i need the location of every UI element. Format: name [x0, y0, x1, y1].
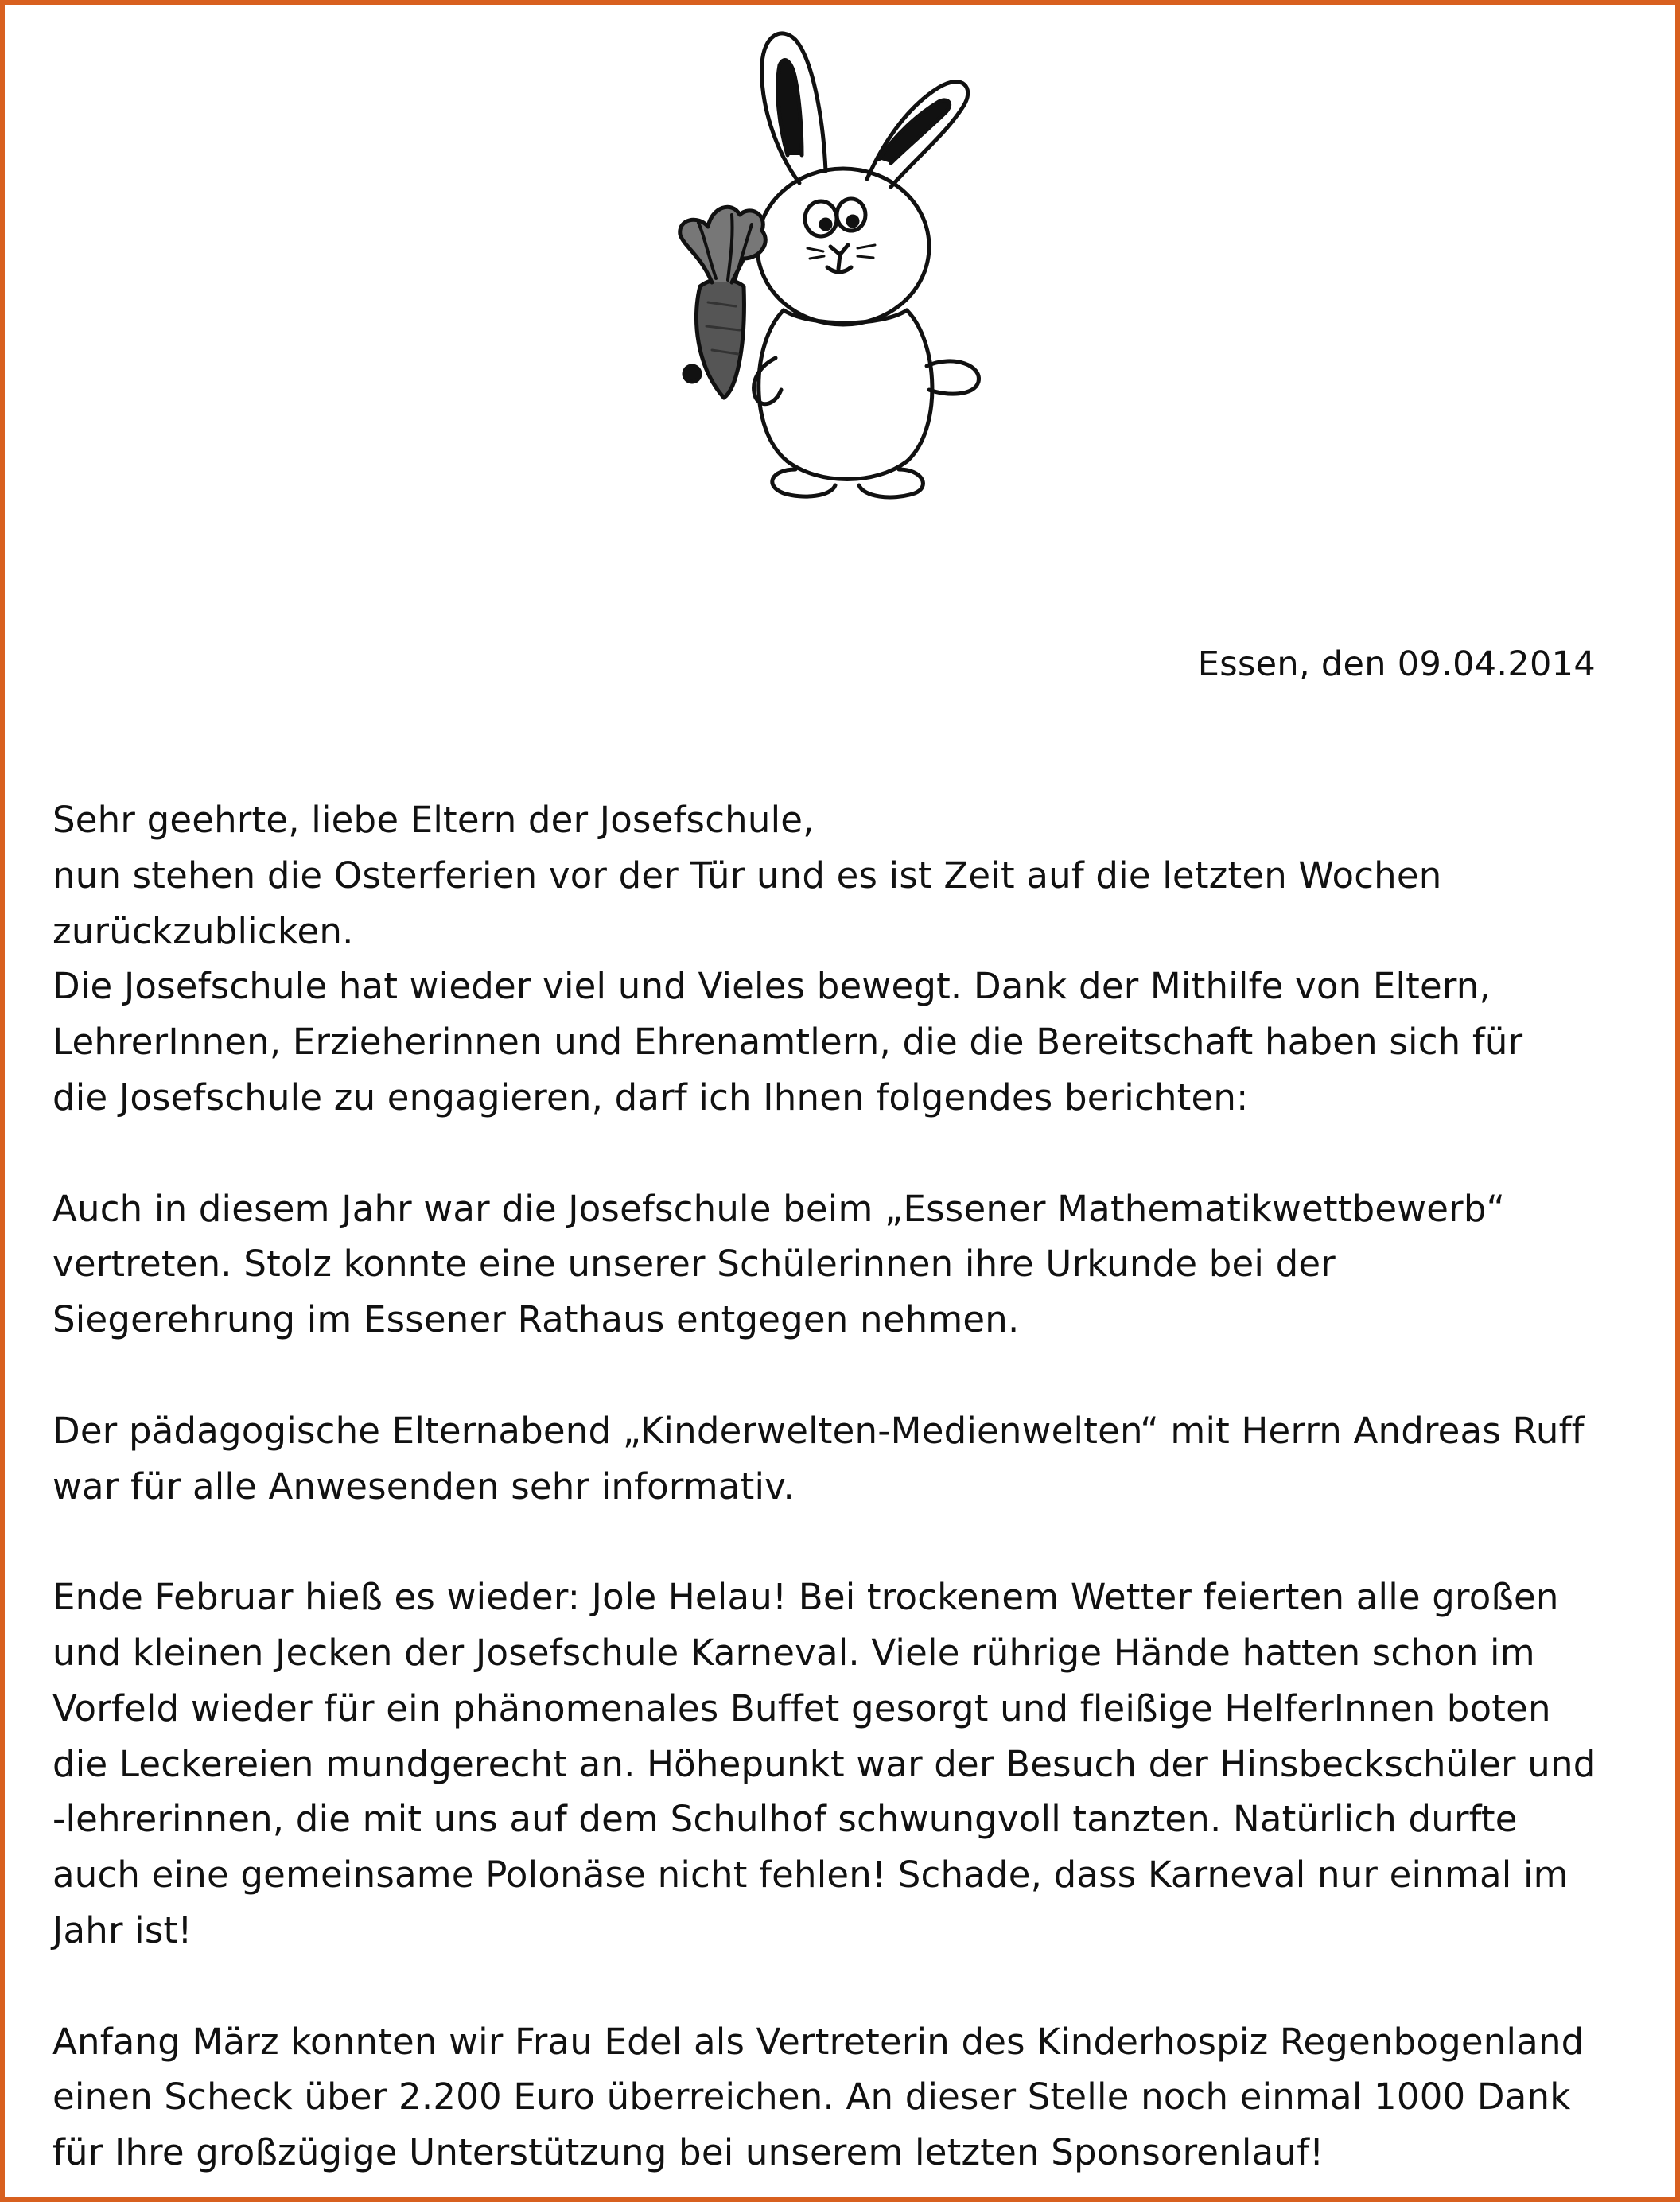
- math-line: Siegerehrung im Essener Rathaus entgegen nehmen.: [52, 1298, 1020, 1341]
- intro-line: die Josefschule zu engagieren, darf ich Ihnen folgendes berichten:: [52, 1076, 1249, 1119]
- paragraph-gap: [52, 1126, 1643, 1181]
- paragraph-gap: [52, 1514, 1643, 1570]
- carnival-line: -lehrerinnen, die mit uns auf dem Schulhof schwungvoll tanzten. Natürlich durfte: [52, 1798, 1518, 1841]
- hospice-line: für Ihre großzügige Unterstützung bei unserem letzten Sponsorenlauf!: [52, 2131, 1324, 2174]
- paragraph-gap: [52, 1348, 1643, 1403]
- easter-bunny-icon: [605, 16, 1018, 517]
- carnival-line: Ende Februar hieß es wieder: Jole Helau! Bei trockenem Wetter feierten alle großen: [52, 1576, 1559, 1619]
- math-competition-paragraph: [52, 1181, 1643, 1348]
- hospice-paragraph: [52, 2014, 1643, 2181]
- evening-line: war für alle Anwesenden sehr informativ.: [52, 1465, 795, 1508]
- carnival-paragraph: [52, 1570, 1643, 1959]
- math-line: Auch in diesem Jahr war die Josefschule beim „Essener Mathematikwettbewerb“: [52, 1187, 1506, 1230]
- hospice-line: einen Scheck über 2.200 Euro überreichen. An dieser Stelle noch einmal 1000 Dank: [52, 2076, 1571, 2118]
- hospice-line: Anfang März konnten wir Frau Edel als Vertreterin des Kinderhospiz Regenbogenland: [52, 2020, 1585, 2063]
- greeting-line: Sehr geehrte, liebe Eltern der Josefschule,: [52, 799, 815, 841]
- intro-line: LehrerInnen, Erzieherinnen und Ehrenamtlern, die die Bereitschaft haben sich für: [52, 1021, 1523, 1064]
- carnival-line: auch eine gemeinsame Polonäse nicht fehlen! Schade, dass Karneval nur einmal im: [52, 1854, 1569, 1897]
- carnival-line: Vorfeld wieder für ein phänomenales Buffet gesorgt und fleißige HelferInnen boten: [52, 1687, 1551, 1729]
- carnival-line: die Leckereien mundgerecht an. Höhepunkt war der Besuch der Hinsbeckschüler und: [52, 1742, 1596, 1785]
- intro-line: Die Josefschule hat wieder viel und Vieles bewegt. Dank der Mithilfe von Eltern,: [52, 965, 1491, 1008]
- carnival-line: Jahr ist!: [52, 1908, 192, 1951]
- intro-paragraph: [52, 848, 1643, 1126]
- letter-body: [52, 792, 1643, 2181]
- math-line: vertreten. Stolz konnte eine unserer Schülerinnen ihre Urkunde bei der: [52, 1243, 1336, 1286]
- letter-date: Essen, den 09.04.2014: [1197, 644, 1596, 684]
- letter-greeting: [52, 792, 1643, 848]
- intro-line: nun stehen die Osterferien vor der Tür und es ist Zeit auf die letzten Wochen: [52, 854, 1442, 897]
- carnival-line: und kleinen Jecken der Josefschule Karneval. Viele rührige Hände hatten schon im: [52, 1631, 1535, 1674]
- evening-line: Der pädagogische Elternabend „Kinderwelten-Medienwelten“ mit Herrn Andreas Ruff: [52, 1409, 1585, 1452]
- parents-evening-paragraph: [52, 1403, 1643, 1515]
- intro-line: zurückzublicken.: [52, 909, 354, 952]
- paragraph-gap: [52, 1959, 1643, 2014]
